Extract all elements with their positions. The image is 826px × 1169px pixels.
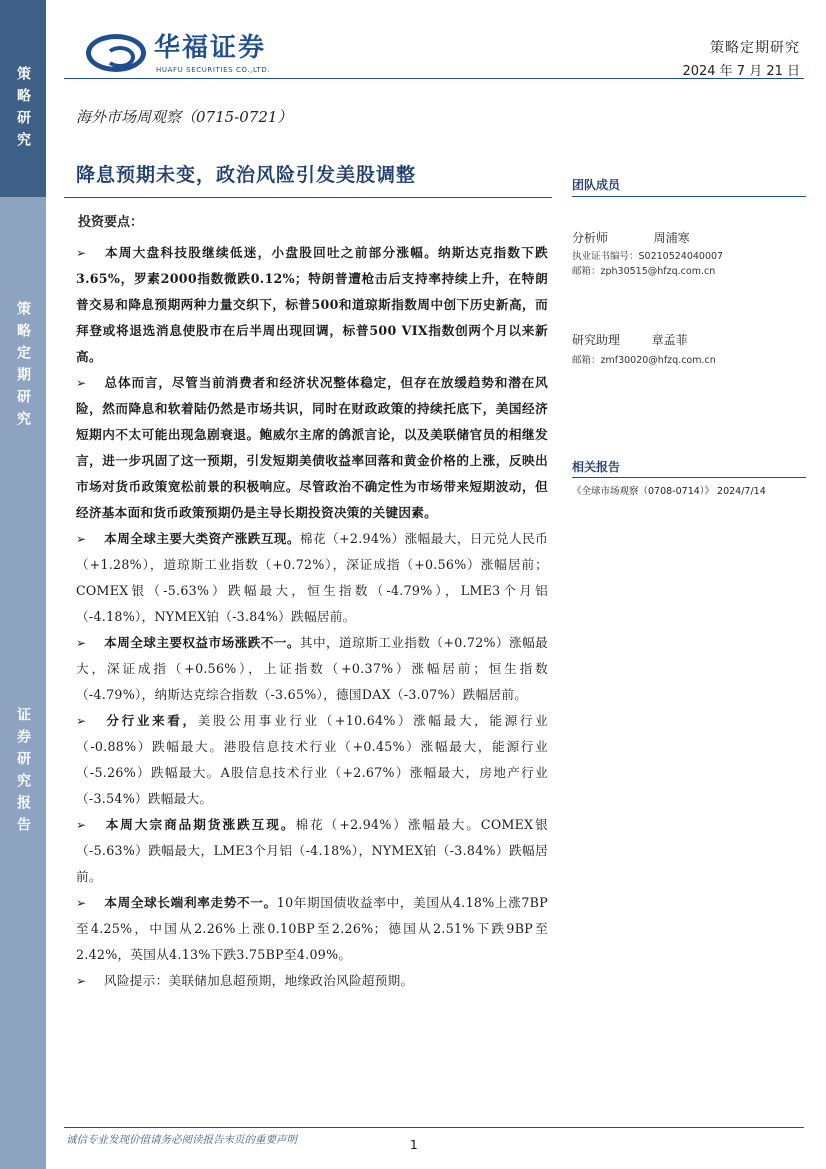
paragraph-6-text: 棉花（+2.94%）涨幅最大。COMEX银（-5.63%）跌幅最大，LME3个月铝（-4.18%），NYMEX铂（-3.84%）跌幅居前。: [76, 817, 549, 884]
related-report-link[interactable]: 《全球市场观察（0708-0714）》 2024/7/14: [572, 486, 766, 497]
team-divider: [572, 196, 806, 197]
footer-divider: [64, 1127, 804, 1128]
paragraph-1-bold: 本周大盘科技股继续低迷，小盘股回吐之前部分涨幅。纳斯达克指数下跌3.65%，罗素2000指数微跌0.12%；特朗普遭枪击后支持率持续上升，在特朗普交易和降息预期两种力量交织下，标普500和道琼斯指数周中创下历史新高，而拜登或将退选消息使股市在后半周出现回调，标普500 VIX指数创两个月以来新高。: [76, 245, 548, 364]
analyst-certificate: 执业证书编号：S0210524040007: [572, 251, 724, 262]
footer-disclaimer: 诚信专业发现价值请务必阅读报告末页的重要声明: [66, 1134, 297, 1146]
bullet-icon: ➢: [76, 896, 87, 910]
related-reports-title: 相关报告: [572, 460, 621, 474]
assistant-name: 章孟菲: [651, 333, 688, 347]
bullet-icon: ➢: [76, 532, 87, 546]
analyst-email[interactable]: 邮箱：zph30515@hfzq.com.cn: [572, 266, 716, 277]
logo-chinese-name: 华福证券: [154, 33, 267, 63]
paragraph-7: [76, 890, 548, 968]
related-divider: [572, 477, 806, 478]
paragraph-risk: [76, 968, 548, 994]
paragraph-6: [76, 812, 548, 890]
page-number: 1: [410, 1138, 418, 1152]
sidebar-section-strategy: [0, 0, 46, 197]
paragraph-6-bold: 本周大宗商品期货涨跌互现。: [104, 817, 296, 832]
analyst-row: [572, 229, 802, 246]
sidebar-section-periodic: [0, 197, 46, 493]
report-type: 策略定期研究: [710, 40, 800, 56]
company-logo: [86, 32, 296, 80]
risk-warning-text: 风险提示：美联储加息超预期，地缘政治风险超预期。: [104, 973, 414, 988]
paragraph-5: [76, 708, 548, 812]
bullet-icon: ➢: [76, 246, 87, 260]
logo-mark-icon: [86, 34, 146, 72]
assistant-role: 研究助理: [572, 333, 621, 347]
sidebar-section-report: [0, 493, 46, 1169]
sidebar-label-strategy: 策略研究: [15, 66, 31, 154]
paragraph-2-bold: 总体而言，尽管当前消费者和经济状况整体稳定，但存在放缓趋势和潜在风险，然而降息和软着陆仍然是市场共识，同时在财政政策的持续托底下，美国经济短期内不太可能出现急剧衰退。鲍威尔主席的鸽派言论，以及美联储官员的相继发言，进一步巩固了这一预期，引发短期美债收益率回落和黄金价格的上涨，反映出市场对货币政策宽松前景的积极响应。尽管政治不确定性为市场带来短期波动，但经济基本面和货币政策预期仍是主导长期投资决策的关键因素。: [76, 375, 548, 520]
paragraph-7-text: 10年期国债收益率中，美国从4.18%上涨7BP至4.25%，中国从2.26%上涨0.10BP至2.26%；德国从2.51%下跌9BP至2.42%，英国从4.13%下跌3.75BP至4.09%。: [76, 895, 548, 962]
investment-points-body: [76, 240, 548, 994]
paragraph-3-text: 棉花（+2.94%）涨幅最大，日元兑人民币（+1.28%），道琼斯工业指数（+0.72%），深证成指（+0.56%）涨幅居前；COMEX银（-5.63%）跌幅最大，恒生指数（-4.79%），LME3个月铝（-4.18%），NYMEX铂（-3.84%）跌幅居前。: [76, 531, 549, 624]
paragraph-5-text: 美股公用事业行业（+10.64%）涨幅最大，能源行业（-0.88%）跌幅最大。港股信息技术行业（+0.45%）涨幅最大，能源行业（-5.26%）跌幅最大。A股信息技术行业（+2.67%）涨幅最大，房地产行业（-3.54%）跌幅最大。: [76, 713, 548, 806]
investment-points-label: 投资要点：: [78, 215, 144, 230]
paragraph-4: [76, 630, 548, 708]
report-subtitle: 海外市场周观察（0715-0721）: [76, 108, 293, 126]
sidebar-label-periodic: 策略定期研究: [15, 301, 31, 433]
bullet-icon: ➢: [76, 636, 87, 650]
analyst-name: 周浦寒: [653, 231, 690, 245]
paragraph-4-bold: 本周全球主要权益市场涨跌不一。: [104, 635, 300, 650]
paragraph-5-bold: 分行业来看，: [104, 713, 198, 728]
assistant-email[interactable]: 邮箱：zmf30020@hfzq.com.cn: [572, 355, 716, 366]
paragraph-7-bold: 本周全球长端利率走势不一。: [104, 895, 277, 910]
paragraph-4-text: 其中，道琼斯工业指数（+0.72%）涨幅最大，深证成指（+0.56%），上证指数（+0.37%）涨幅居前；恒生指数（-4.79%），纳斯达克综合指数（-3.65%），德国DAX（-3.07%）跌幅居前。: [76, 635, 549, 702]
paragraph-3: [76, 526, 548, 630]
bullet-icon: ➢: [76, 376, 87, 390]
bullet-icon: ➢: [76, 818, 87, 832]
headline-divider: [64, 197, 552, 198]
paragraph-2: [76, 370, 548, 526]
header-divider: [64, 78, 804, 79]
logo-english-name: HUAFU SECURITIES CO.,LTD.: [156, 66, 271, 74]
report-date: 2024 年 7 月 21 日: [682, 64, 800, 79]
bullet-icon: ➢: [76, 714, 87, 728]
analyst-role: 分析师: [572, 231, 609, 245]
assistant-row: [572, 331, 802, 348]
bullet-icon: ➢: [76, 974, 87, 988]
sidebar-label-report: 证券研究报告: [15, 707, 31, 839]
report-headline: 降息预期未变，政治风险引发美股调整: [76, 164, 417, 186]
paragraph-3-bold: 本周全球主要大类资产涨跌互现。: [104, 531, 300, 546]
team-members-title: 团队成员: [572, 178, 621, 192]
paragraph-1: [76, 240, 548, 370]
